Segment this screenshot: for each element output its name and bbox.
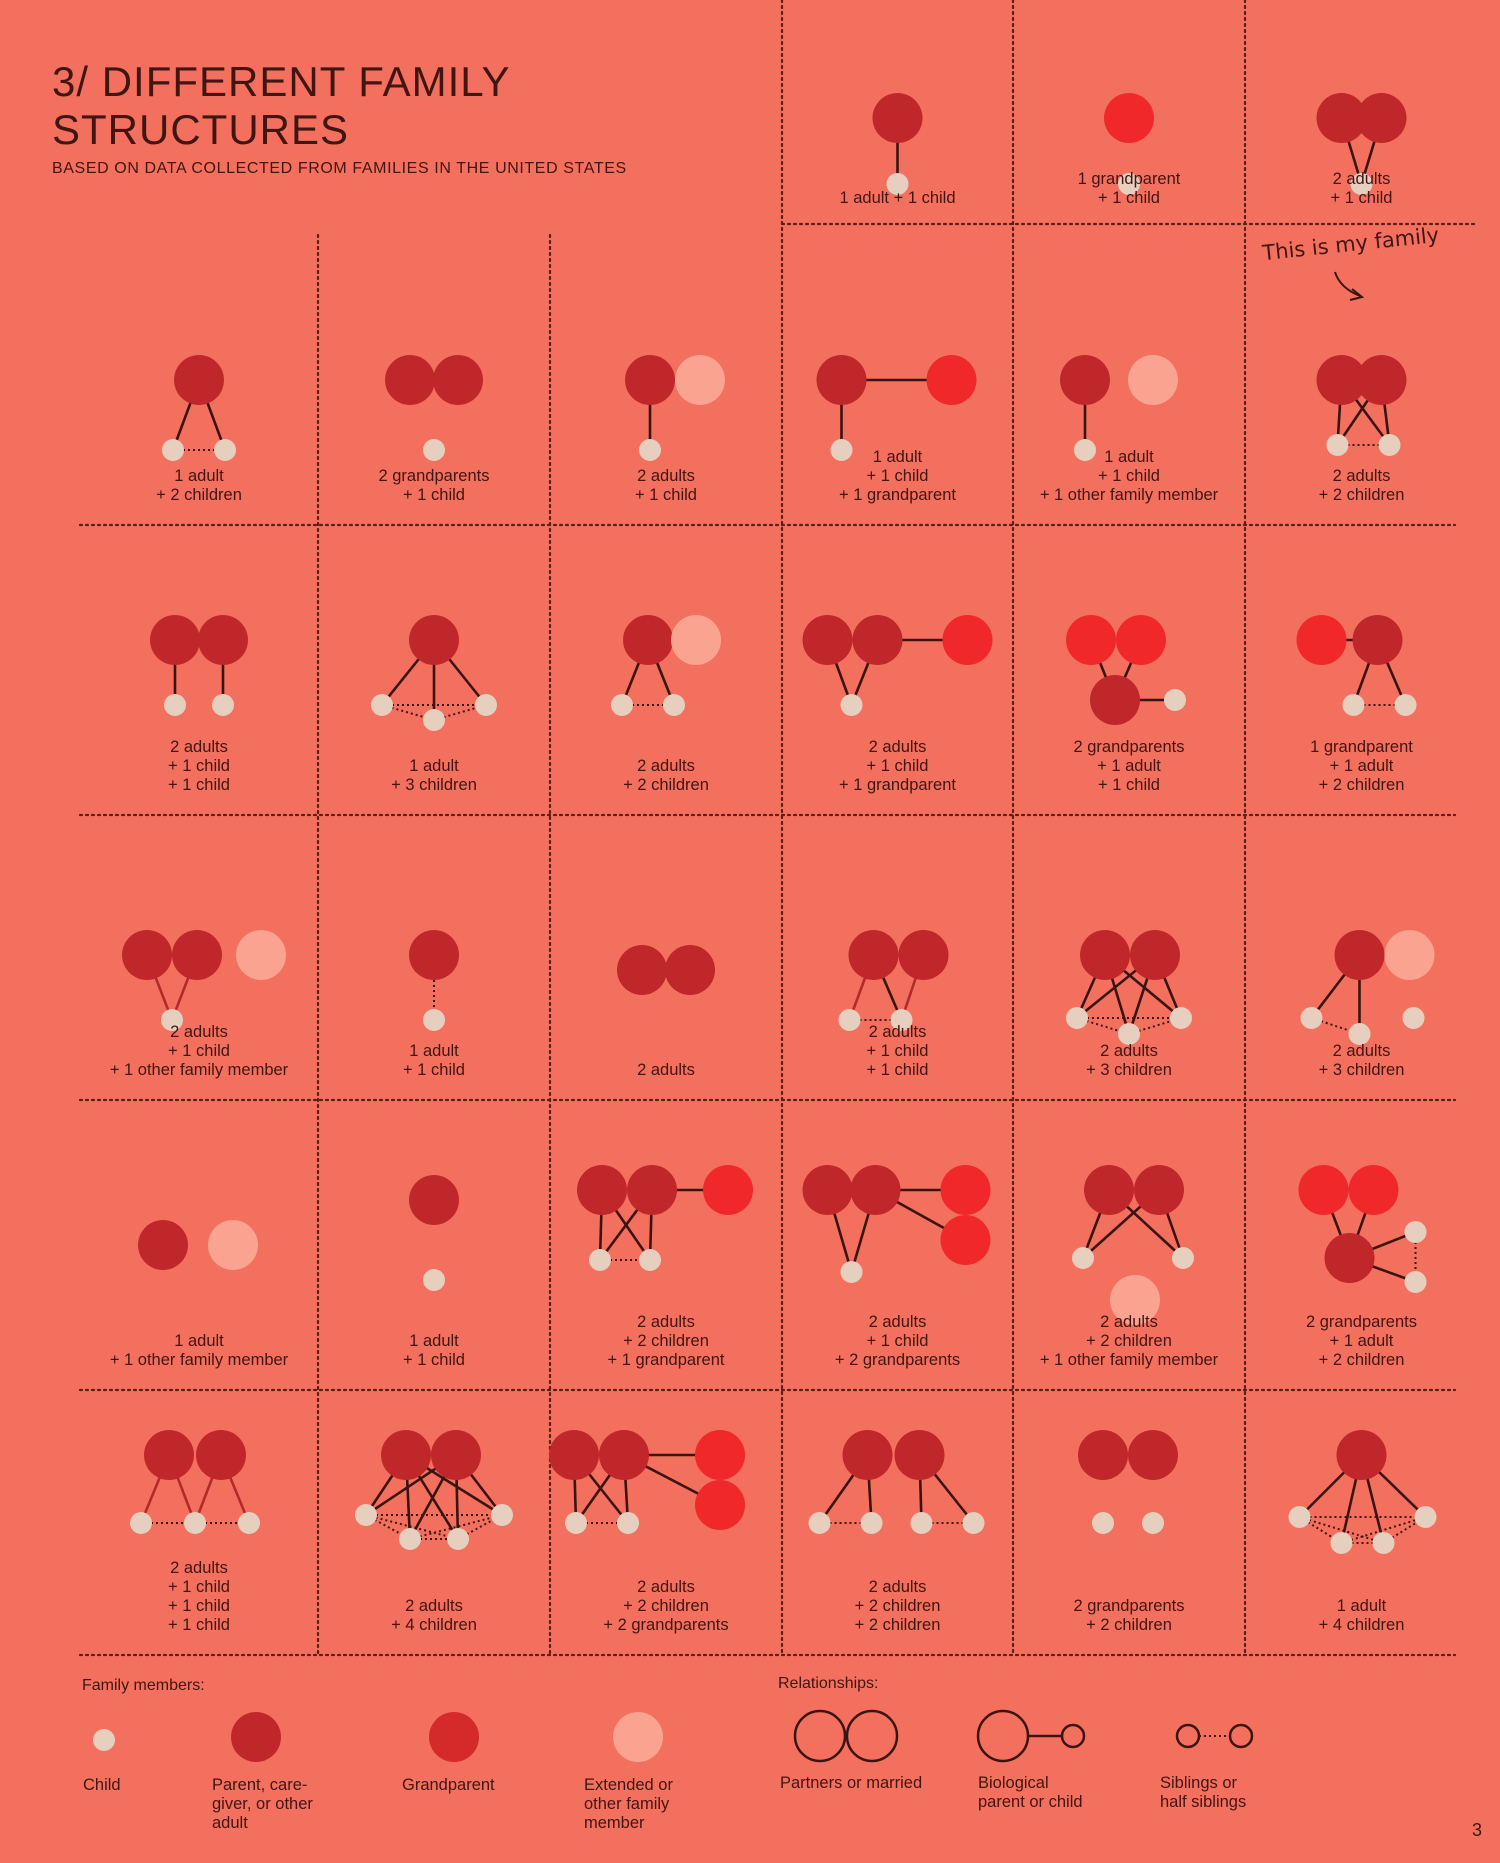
cell-caption-r4c5: 2 grandparents + 1 adult + 2 children: [1306, 1313, 1417, 1369]
child-node: [861, 1512, 883, 1534]
legend-relationships-heading: Relationships:: [778, 1675, 879, 1692]
cell-caption-r0c3: 1 adult + 1 child: [839, 189, 956, 207]
adult-node: [599, 1430, 649, 1480]
cell-caption-r0c4: 1 grandparent + 1 child: [1077, 170, 1181, 207]
legend-biological-parent-symbol: [978, 1711, 1028, 1761]
adult-node: [433, 355, 483, 405]
child-node: [164, 694, 186, 716]
child-node: [423, 709, 445, 731]
grandparent-node: [1299, 1165, 1349, 1215]
adult-node: [1357, 93, 1407, 143]
cell-caption-r4c0: 1 adult + 1 other family member: [109, 1332, 289, 1369]
adult-node: [1353, 615, 1403, 665]
adult-node: [1130, 930, 1180, 980]
child-node: [639, 439, 661, 461]
adult-node: [409, 930, 459, 980]
adult-node: [1128, 1430, 1178, 1480]
child-node: [589, 1249, 611, 1271]
adult-node: [803, 615, 853, 665]
child-node: [184, 1512, 206, 1534]
child-node: [1327, 434, 1349, 456]
adult-node: [122, 930, 172, 980]
cell-caption-r2c4: 2 grandparents + 1 adult + 1 child: [1073, 738, 1185, 794]
extended-member-node: [1128, 355, 1178, 405]
cell-caption-r4c3: 2 adults + 1 child + 2 grandparents: [834, 1313, 961, 1369]
child-node: [639, 1249, 661, 1271]
cell-caption-r5c2: 2 adults + 2 children + 2 grandparents: [603, 1578, 729, 1634]
adult-node: [803, 1165, 853, 1215]
adult-node: [1090, 675, 1140, 725]
cell-caption-r2c5: 1 grandparent + 1 adult + 2 children: [1310, 738, 1413, 794]
adult-node: [625, 355, 675, 405]
child-node: [1066, 1007, 1088, 1029]
child-node: [371, 694, 393, 716]
legend-grandparent-symbol: [429, 1712, 479, 1762]
child-node: [475, 694, 497, 716]
adult-node: [1337, 1430, 1387, 1480]
cell-caption-r3c3: 2 adults + 1 child + 1 child: [866, 1023, 929, 1079]
adult-node: [849, 930, 899, 980]
child-node: [963, 1512, 985, 1534]
legend-siblings-label: Siblings or half siblings: [1160, 1774, 1247, 1811]
cell-caption-r1c2: 2 adults + 1 child: [635, 467, 697, 504]
grandparent-node: [927, 355, 977, 405]
adult-node: [172, 930, 222, 980]
adult-node: [665, 945, 715, 995]
adult-node: [1357, 355, 1407, 405]
legend-child-symbol: [93, 1729, 115, 1751]
adult-node: [1078, 1430, 1128, 1480]
adult-node: [1060, 355, 1110, 405]
cell-caption-r3c4: 2 adults + 3 children: [1086, 1042, 1172, 1079]
adult-node: [1080, 930, 1130, 980]
cell-caption-r1c3: 1 adult + 1 child + 1 grandparent: [839, 448, 956, 504]
adult-node: [1325, 1233, 1375, 1283]
adult-node: [174, 355, 224, 405]
child-node: [1142, 1512, 1164, 1534]
legend-members-heading: Family members:: [82, 1677, 205, 1694]
adult-node: [196, 1430, 246, 1480]
child-node: [1072, 1247, 1094, 1269]
child-node: [841, 1261, 863, 1283]
grandparent-node: [941, 1165, 991, 1215]
child-node: [399, 1528, 421, 1550]
child-node: [1172, 1247, 1194, 1269]
adult-node: [623, 615, 673, 665]
child-node: [611, 694, 633, 716]
adult-node: [1335, 930, 1385, 980]
adult-node: [138, 1220, 188, 1270]
child-node: [423, 439, 445, 461]
adult-node: [549, 1430, 599, 1480]
adult-node: [817, 355, 867, 405]
adult-node: [144, 1430, 194, 1480]
child-node: [1403, 1007, 1425, 1029]
child-node: [663, 694, 685, 716]
child-node: [1289, 1506, 1311, 1528]
legend-sibling-symbol: [1177, 1725, 1199, 1747]
cell-caption-r1c0: 1 adult + 2 children: [156, 467, 242, 504]
cell-caption-r5c3: 2 adults + 2 children + 2 children: [854, 1578, 941, 1634]
extended-member-node: [1385, 930, 1435, 980]
child-node: [162, 439, 184, 461]
child-node: [130, 1512, 152, 1534]
cell-caption-r5c4: 2 grandparents + 2 children: [1073, 1597, 1185, 1634]
child-node: [1092, 1512, 1114, 1534]
child-node: [1301, 1007, 1323, 1029]
extended-member-node: [671, 615, 721, 665]
child-node: [1170, 1007, 1192, 1029]
grandparent-node: [1104, 93, 1154, 143]
adult-node: [198, 615, 248, 665]
grandparent-node: [1297, 615, 1347, 665]
grandparent-node: [941, 1215, 991, 1265]
cell-caption-r5c0: 2 adults + 1 child + 1 child + 1 child: [168, 1559, 230, 1634]
grandparent-node: [695, 1480, 745, 1530]
extended-member-node: [675, 355, 725, 405]
child-node: [1415, 1506, 1437, 1528]
cell-caption-r5c5: 1 adult + 4 children: [1318, 1597, 1405, 1634]
child-node: [1379, 434, 1401, 456]
legend-sibling-symbol: [1230, 1725, 1252, 1747]
legend-grandparent-label: Grandparent: [402, 1776, 495, 1794]
cell-caption-r3c5: 2 adults + 3 children: [1318, 1042, 1405, 1079]
child-node: [1331, 1532, 1353, 1554]
cell-caption-r2c2: 2 adults + 2 children: [623, 757, 709, 794]
adult-node: [851, 1165, 901, 1215]
legend-adult-label: Parent, care- giver, or other adult: [212, 1776, 313, 1832]
child-node: [491, 1504, 513, 1526]
adult-node: [853, 615, 903, 665]
cell-caption-r4c2: 2 adults + 2 children + 1 grandparent: [607, 1313, 725, 1369]
child-node: [447, 1528, 469, 1550]
cell-caption-r1c5: 2 adults + 2 children: [1318, 467, 1405, 504]
adult-node: [381, 1430, 431, 1480]
cell-caption-r3c1: 1 adult + 1 child: [403, 1042, 465, 1079]
cell-caption-r1c1: 2 grandparents + 1 child: [378, 467, 490, 504]
extended-member-node: [208, 1220, 258, 1270]
child-node: [212, 694, 234, 716]
child-node: [355, 1504, 377, 1526]
child-node: [565, 1512, 587, 1534]
cell-caption-r1c4: 1 adult + 1 child + 1 other family member: [1039, 448, 1219, 504]
child-node: [1405, 1271, 1427, 1293]
adult-node: [617, 945, 667, 995]
page-title: 3/ DIFFERENT FAMILY STRUCTURES: [52, 58, 510, 153]
legend-partners-symbol: [847, 1711, 897, 1761]
child-node: [911, 1512, 933, 1534]
cell-caption-r5c1: 2 adults + 4 children: [391, 1597, 477, 1634]
adult-node: [385, 355, 435, 405]
legend-child-label: Child: [83, 1776, 121, 1794]
legend-biological-child-symbol: [1062, 1725, 1084, 1747]
adult-node: [577, 1165, 627, 1215]
cell-caption-r2c1: 1 adult + 3 children: [391, 757, 477, 794]
cell-caption-r4c4: 2 adults + 2 children + 1 other family member: [1039, 1313, 1219, 1369]
child-node: [841, 694, 863, 716]
child-node: [1405, 1221, 1427, 1243]
child-node: [238, 1512, 260, 1534]
legend-biological-label: Biological parent or child: [978, 1774, 1083, 1811]
adult-node: [431, 1430, 481, 1480]
child-node: [809, 1512, 831, 1534]
grandparent-node: [1066, 615, 1116, 665]
adult-node: [873, 93, 923, 143]
annotation-this-is-my-family: This is my family: [1261, 222, 1441, 266]
adult-node: [899, 930, 949, 980]
cell-caption-r2c3: 2 adults + 1 child + 1 grandparent: [839, 738, 956, 794]
cell-caption-r0c5: 2 adults + 1 child: [1330, 170, 1393, 207]
legend-partners-label: Partners or married: [780, 1774, 923, 1792]
adult-node: [895, 1430, 945, 1480]
adult-node: [150, 615, 200, 665]
page-subtitle: BASED ON DATA COLLECTED FROM FAMILIES IN THE UNITED STATES: [52, 160, 627, 177]
adult-node: [409, 615, 459, 665]
child-node: [1343, 694, 1365, 716]
grandparent-node: [943, 615, 993, 665]
child-node: [423, 1269, 445, 1291]
legend-adult-symbol: [231, 1712, 281, 1762]
legend-extended-label: Extended or other family member: [584, 1776, 673, 1832]
cell-caption-r3c0: 2 adults + 1 child + 1 other family member: [109, 1023, 289, 1079]
extended-member-node: [236, 930, 286, 980]
cell-caption-r3c2: 2 adults: [637, 1061, 695, 1079]
grandparent-node: [1349, 1165, 1399, 1215]
cell-caption-r2c0: 2 adults + 1 child + 1 child: [168, 738, 230, 794]
child-node: [423, 1009, 445, 1031]
child-node: [1164, 689, 1186, 711]
page-number: 3: [1472, 1820, 1483, 1840]
legend-partners-symbol: [795, 1711, 845, 1761]
cell-caption-r4c1: 1 adult + 1 child: [403, 1332, 465, 1369]
child-node: [617, 1512, 639, 1534]
adult-node: [1084, 1165, 1134, 1215]
grandparent-node: [703, 1165, 753, 1215]
child-node: [1373, 1532, 1395, 1554]
adult-node: [409, 1175, 459, 1225]
legend-extended-symbol: [613, 1712, 663, 1762]
grandparent-node: [695, 1430, 745, 1480]
adult-node: [627, 1165, 677, 1215]
adult-node: [843, 1430, 893, 1480]
grandparent-node: [1116, 615, 1166, 665]
adult-node: [1134, 1165, 1184, 1215]
child-node: [1395, 694, 1417, 716]
child-node: [214, 439, 236, 461]
